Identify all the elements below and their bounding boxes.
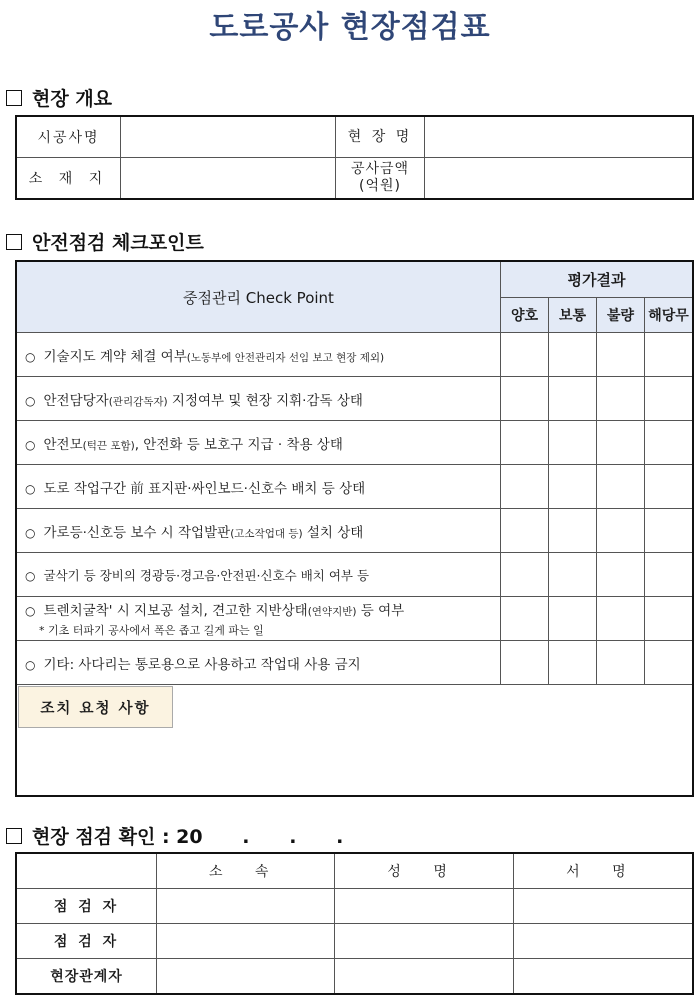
cell-signature[interactable] xyxy=(513,959,693,995)
check-item xyxy=(16,421,693,465)
location-field[interactable] xyxy=(121,158,336,200)
eval-cell-na[interactable] xyxy=(645,553,694,597)
item-note: (고소작업대 등) xyxy=(230,527,303,540)
eval-cell-normal[interactable] xyxy=(549,641,597,685)
check-item xyxy=(16,465,693,509)
square-bullet-icon xyxy=(6,234,22,250)
site-name-field[interactable] xyxy=(425,116,694,158)
check-item xyxy=(16,509,693,553)
cell-name[interactable] xyxy=(335,889,513,924)
eval-cell-bad[interactable] xyxy=(597,509,645,553)
check-item xyxy=(16,333,693,377)
eval-cell-bad[interactable] xyxy=(597,377,645,421)
eval-cell-good[interactable] xyxy=(501,333,549,377)
circle-bullet-icon: ○ xyxy=(25,393,36,408)
eval-cell-na[interactable] xyxy=(645,421,694,465)
check-item-text xyxy=(16,553,501,597)
row-inspector-1: 점 검 자 xyxy=(16,889,157,924)
eval-cell-normal[interactable] xyxy=(549,333,597,377)
check-item-text xyxy=(16,377,501,421)
circle-bullet-icon: ○ xyxy=(25,525,36,540)
eval-cell-good[interactable] xyxy=(501,641,549,685)
item-main: 안전모 xyxy=(43,436,83,453)
check-item-text xyxy=(16,597,501,641)
eval-cell-good[interactable] xyxy=(501,421,549,465)
eval-cell-good[interactable] xyxy=(501,597,549,641)
item-main: 도로 작업구간 前 표지판·싸인보드·신호수 배치 등 상태 xyxy=(43,480,366,497)
cell-name[interactable] xyxy=(335,959,513,995)
eval-cell-normal[interactable] xyxy=(549,509,597,553)
item-rest: 지정여부 및 현장 지휘·감독 상태 xyxy=(167,392,363,409)
eval-col-good: 양호 xyxy=(501,297,549,333)
checkpoint-table xyxy=(15,260,694,797)
item-subnote: * 기초 터파기 공사에서 폭은 좁고 길게 파는 일 xyxy=(39,624,264,637)
amount-label-line2: (억원) xyxy=(359,178,401,194)
item-main: 가로등·신호등 보수 시 작업발판 xyxy=(43,524,231,541)
eval-cell-bad[interactable] xyxy=(597,641,645,685)
item-note: (노동부에 안전관리자 선임 보고 현장 제외) xyxy=(186,351,385,364)
checkpoint-header: 중점관리 Check Point xyxy=(16,261,501,333)
eval-cell-bad[interactable] xyxy=(597,421,645,465)
cell-signature[interactable] xyxy=(513,924,693,959)
check-item-text xyxy=(16,465,501,509)
eval-cell-normal[interactable] xyxy=(549,553,597,597)
col-name: 성 명 xyxy=(335,853,513,889)
item-rest: 등 여부 xyxy=(356,603,405,619)
item-main: 안전담당자 xyxy=(43,392,109,409)
eval-cell-good[interactable] xyxy=(501,509,549,553)
eval-col-bad: 불량 xyxy=(597,297,645,333)
eval-cell-na[interactable] xyxy=(645,641,694,685)
overview-table xyxy=(15,115,694,200)
eval-cell-normal[interactable] xyxy=(549,421,597,465)
row-site-staff: 현장관계자 xyxy=(16,959,157,995)
square-bullet-icon xyxy=(6,90,22,106)
eval-cell-good[interactable] xyxy=(501,377,549,421)
eval-cell-good[interactable] xyxy=(501,465,549,509)
check-item xyxy=(16,641,693,685)
eval-cell-normal[interactable] xyxy=(549,597,597,641)
item-main: 트렌치굴착' 시 지보공 설치, 견고한 지반상태 xyxy=(43,603,308,619)
site-name-label: 현 장 명 xyxy=(336,116,425,158)
eval-cell-bad[interactable] xyxy=(597,465,645,509)
section-confirm xyxy=(6,822,343,849)
item-note: (관리감독자) xyxy=(108,395,168,408)
cell-signature[interactable] xyxy=(513,889,693,924)
eval-cell-na[interactable] xyxy=(645,333,694,377)
eval-col-na: 해당무 xyxy=(645,297,694,333)
contractor-label: 시공사명 xyxy=(16,116,121,158)
circle-bullet-icon: ○ xyxy=(25,568,36,583)
circle-bullet-icon: ○ xyxy=(25,657,36,672)
eval-cell-bad[interactable] xyxy=(597,553,645,597)
item-main: 기술지도 계약 체결 여부 xyxy=(43,348,187,365)
item-note: (연약지반) xyxy=(307,606,357,618)
cell-affiliation[interactable] xyxy=(157,889,335,924)
eval-cell-na[interactable] xyxy=(645,377,694,421)
eval-cell-na[interactable] xyxy=(645,509,694,553)
cell-affiliation[interactable] xyxy=(157,924,335,959)
section-overview-title: 현장 개요 xyxy=(32,88,113,110)
eval-cell-normal[interactable] xyxy=(549,465,597,509)
amount-label-line1: 공사금액 xyxy=(350,161,410,177)
circle-bullet-icon: ○ xyxy=(25,437,36,452)
check-item-text xyxy=(16,421,501,465)
check-item xyxy=(16,553,693,597)
section-overview xyxy=(6,84,112,111)
confirm-table xyxy=(15,852,694,995)
section-checkpoints xyxy=(6,228,204,255)
item-rest: 설치 상태 xyxy=(302,524,364,541)
eval-cell-normal[interactable] xyxy=(549,377,597,421)
check-item-text xyxy=(16,641,501,685)
action-request-label: 조치 요청 사항 xyxy=(18,686,173,728)
eval-header: 평가결과 xyxy=(501,261,694,297)
location-label: 소 재 지 xyxy=(16,158,121,200)
page-title: 도로공사 현장점검표 xyxy=(209,10,491,45)
eval-cell-bad[interactable] xyxy=(597,333,645,377)
section-confirm-title: 현장 점검 확인 : 20 . . . xyxy=(32,826,344,848)
amount-field[interactable] xyxy=(425,158,694,200)
item-note: (턱끈 포함) xyxy=(82,439,135,452)
square-bullet-icon xyxy=(6,828,22,844)
cell-name[interactable] xyxy=(335,924,513,959)
eval-cell-na[interactable] xyxy=(645,465,694,509)
check-item xyxy=(16,597,693,641)
check-item xyxy=(16,377,693,421)
amount-label xyxy=(336,158,425,200)
row-inspector-2: 점 검 자 xyxy=(16,924,157,959)
action-request-area[interactable] xyxy=(16,685,693,797)
col-signature: 서 명 xyxy=(513,853,693,889)
check-item-text xyxy=(16,509,501,553)
col-affiliation: 소 속 xyxy=(157,853,335,889)
confirm-corner xyxy=(16,853,157,889)
eval-cell-bad[interactable] xyxy=(597,597,645,641)
circle-bullet-icon: ○ xyxy=(25,481,36,496)
circle-bullet-icon: ○ xyxy=(25,349,36,364)
item-main: 굴삭기 등 장비의 경광등·경고음·안전핀·신호수 배치 여부 등 xyxy=(43,567,370,583)
eval-cell-na[interactable] xyxy=(645,597,694,641)
eval-col-normal: 보통 xyxy=(549,297,597,333)
item-rest: , 안전화 등 보호구 지급 · 착용 상태 xyxy=(134,436,343,453)
item-main: 기타: 사다리는 통로용으로 사용하고 작업대 사용 금지 xyxy=(43,656,361,673)
check-item-text xyxy=(16,333,501,377)
eval-cell-good[interactable] xyxy=(501,553,549,597)
section-checkpoints-title: 안전점검 체크포인트 xyxy=(32,232,204,254)
cell-affiliation[interactable] xyxy=(157,959,335,995)
circle-bullet-icon: ○ xyxy=(25,604,36,618)
contractor-field[interactable] xyxy=(121,116,336,158)
